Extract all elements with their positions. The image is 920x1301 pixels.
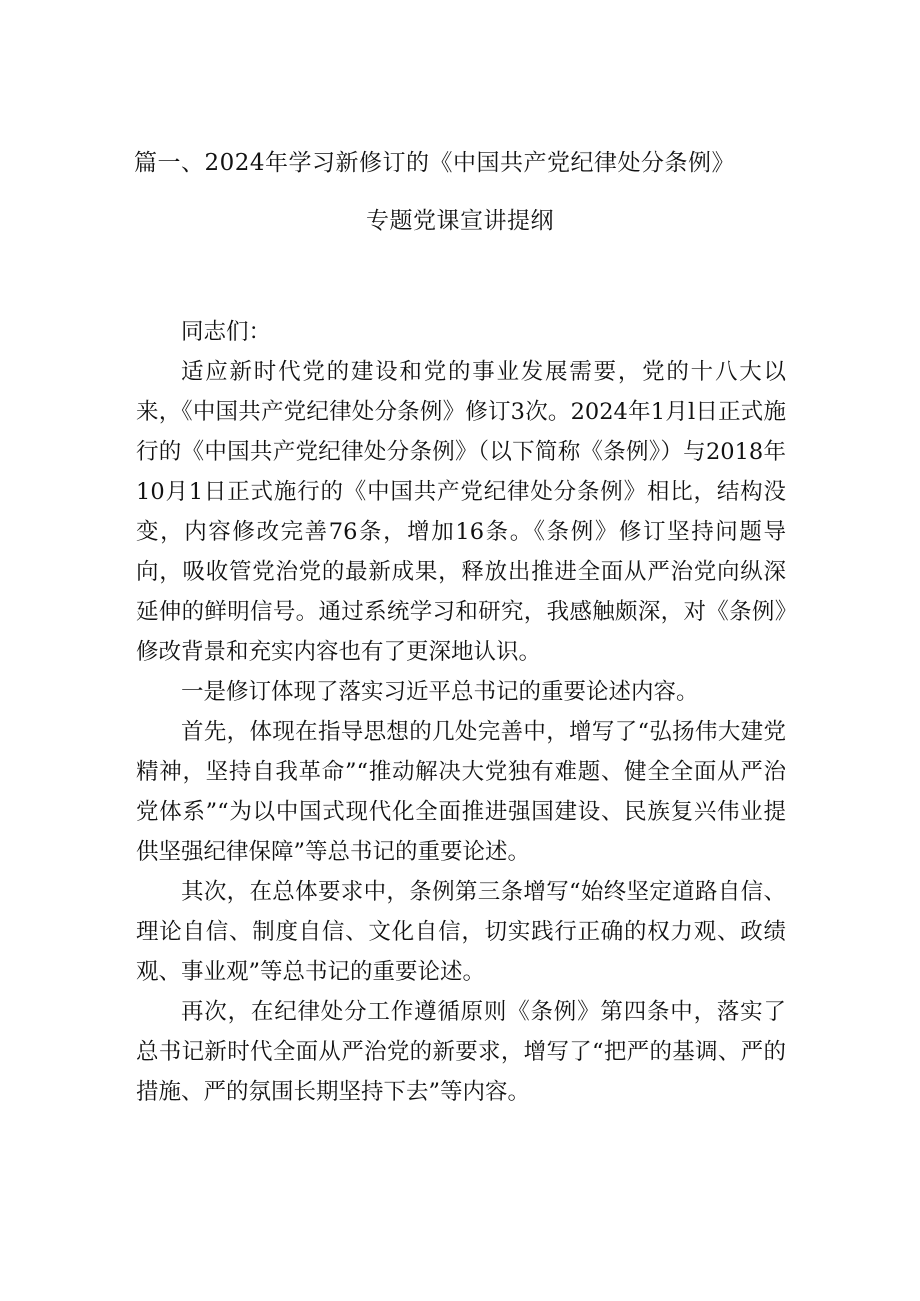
salutation-paragraph: 同志们： — [181, 319, 272, 345]
body-paragraph: 适应新时代党的建设和党的事业发展需要，党的十八大以来，《中国共产党纪律处分条例》修订3次。2024年1月l日正式施行的《中国共产党纪律处分条例》（以下简称《条例》）与2018年10月1日正式施行的《中国共产党纪律处分条例》相比，结构没变，内容修改完善76条，增加16条。《条例》修订坚持问题导向，吸收管党治党的最新成果，释放出推进全面从严治党向纵深延伸的鲜明信号。通过系统学习和研究，我感触颇深，对《条例》修改背景和充实内容也有了更深地认识。 — [136, 359, 786, 665]
document-subtitle: 专题党课宣讲提纲 — [366, 208, 554, 234]
body-paragraph: 再次，在纪律处分工作遵循原则《条例》第四条中，落实了总书记新时代全面从严治党的新要求，增写了“把严的基调、严的措施、严的氛围长期坚持下去”等内容。 — [136, 999, 786, 1105]
document-title: 篇一、2024年学习新修订的《中国共产党纪律处分条例》 — [134, 150, 736, 176]
document-body — [136, 312, 786, 1112]
body-paragraph: 一是修订体现了落实习近平总书记的重要论述内容。 — [181, 679, 699, 705]
body-paragraph: 其次，在总体要求中，条例第三条增写“始终坚定道路自信、理论自信、制度自信、文化自信，切实践行正确的权力观、政绩观、事业观”等总书记的重要论述。 — [136, 879, 786, 985]
body-paragraph: 首先，体现在指导思想的几处完善中，增写了“弘扬伟大建党精神，坚持自我革命”“推动解决大党独有难题、健全全面从严治党体系”“为以中国式现代化全面推进强国建设、民族复兴伟业提供坚强纪律保障”等总书记的重要论述。 — [136, 719, 786, 865]
